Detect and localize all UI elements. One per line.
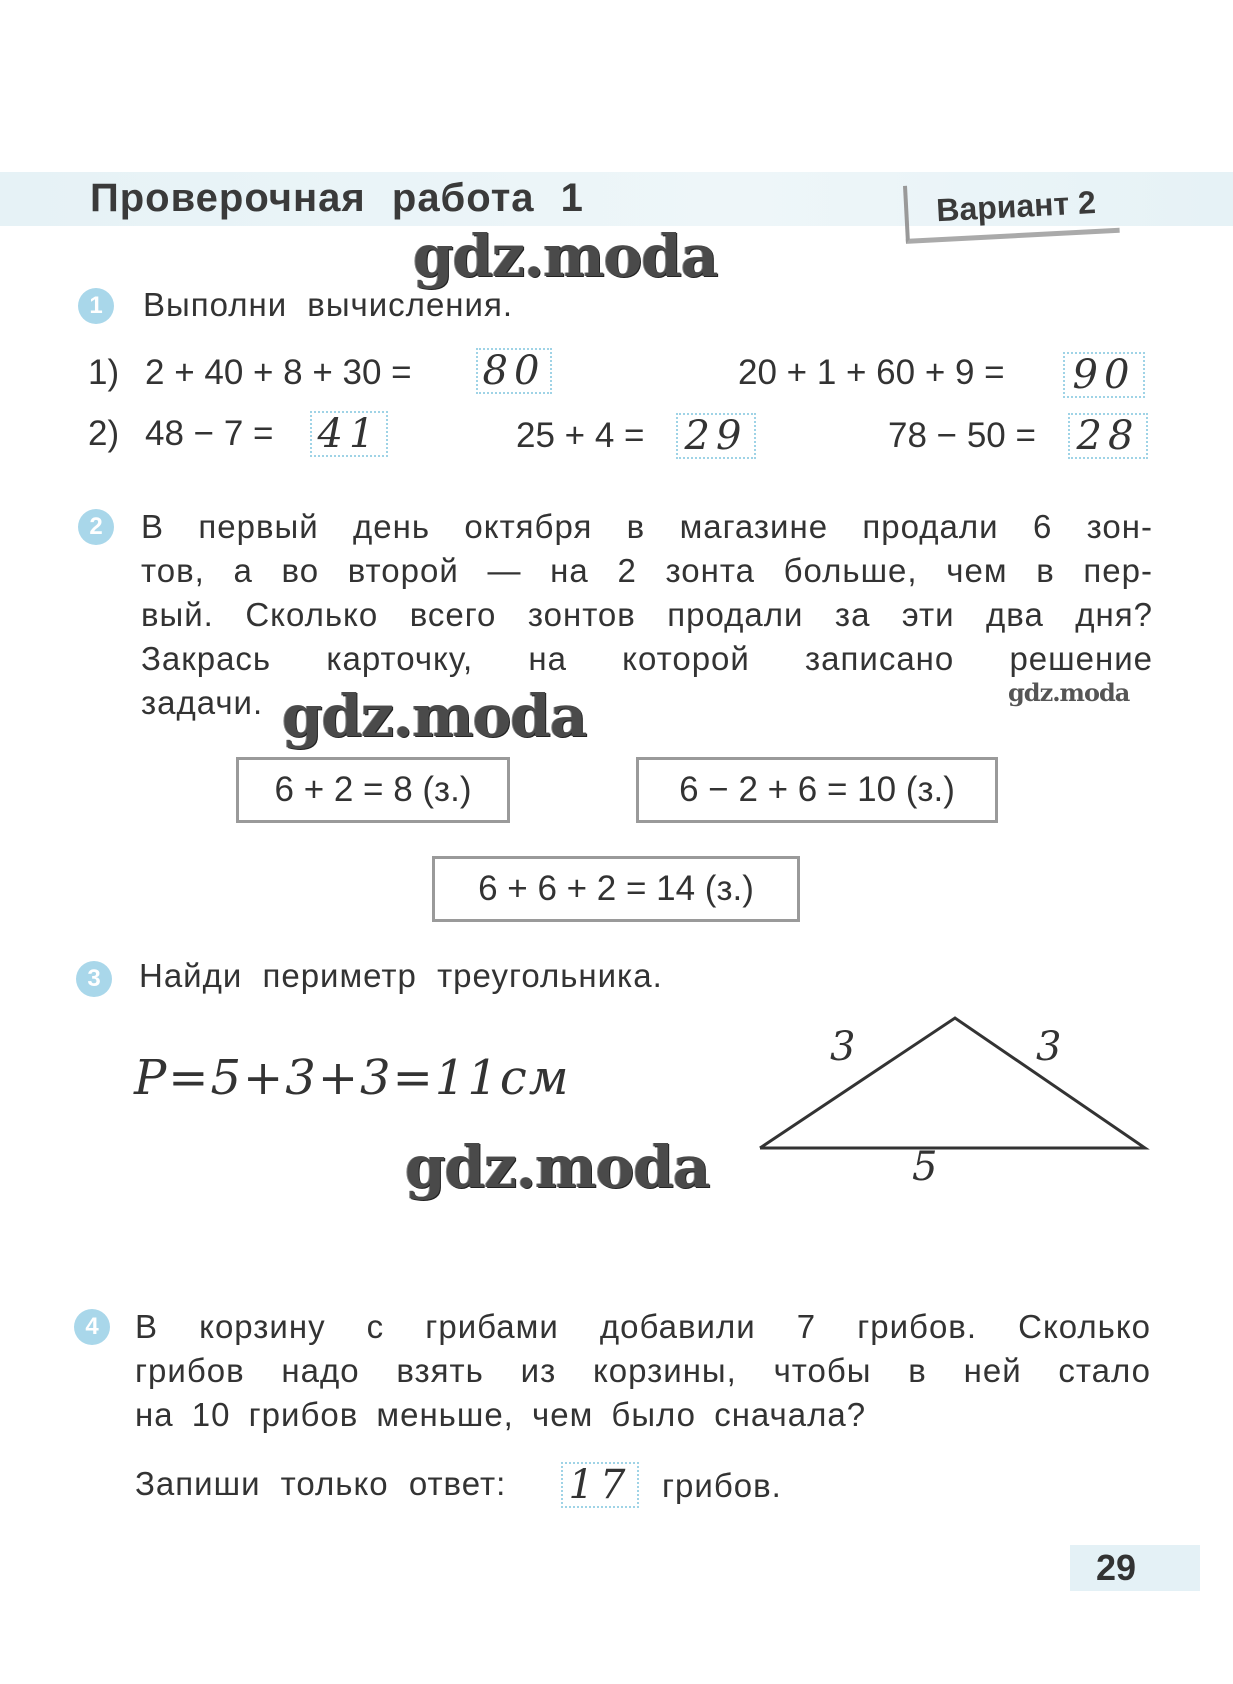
solution-card[interactable]: 6 + 6 + 2 = 14 (з.)	[432, 856, 800, 922]
task-4-line: грибов надо взять из корзины, чтобы в ней стало	[135, 1352, 1151, 1389]
task-3-badge: 3	[76, 961, 112, 997]
expression: 78 − 50 =	[888, 416, 1036, 455]
triangle-shape	[760, 1018, 1145, 1148]
handwritten-solution: P=5+3+3=11см	[134, 1050, 571, 1106]
page-title: Проверочная работа 1	[90, 176, 584, 220]
side-base-label: 5	[912, 1144, 938, 1190]
task-2-line: Закрась карточку, на которой записано решение	[141, 640, 1153, 677]
expression: 25 + 4 =	[516, 416, 645, 455]
task-2-line: В первый день октября в магазине продали 6 зон-	[141, 508, 1153, 545]
answer-box[interactable]: 80	[476, 348, 552, 394]
task-1-row-1-label: 1)	[88, 353, 120, 392]
expression: 48 − 7 =	[145, 414, 274, 453]
solution-card[interactable]: 6 − 2 + 6 = 10 (з.)	[636, 757, 998, 823]
side-right-label: 3	[1036, 1024, 1062, 1070]
variant-label: Вариант 2	[903, 175, 1119, 244]
watermark: gdz.moda	[413, 222, 718, 290]
task-4-badge: 4	[74, 1309, 110, 1345]
task-1-badge: 1	[78, 288, 114, 324]
page-number: 29	[1070, 1545, 1200, 1591]
answer-box[interactable]: 90	[1063, 352, 1145, 398]
task-2-line: задачи.	[141, 684, 264, 721]
answer-box[interactable]: 41	[310, 411, 388, 457]
triangle-figure	[740, 1000, 1160, 1160]
task-2-badge: 2	[78, 509, 114, 545]
task-1-prompt: Выполни вычисления.	[143, 286, 513, 323]
side-left-label: 3	[830, 1024, 856, 1070]
answer-unit: грибов.	[662, 1467, 782, 1504]
watermark: gdz.moda	[282, 682, 587, 750]
task-2-line: вый. Сколько всего зонтов продали за эти два дня?	[141, 596, 1153, 633]
task-4-text	[135, 1305, 1151, 1437]
watermark: gdz.moda	[405, 1133, 710, 1201]
task-3-prompt: Найди периметр треугольника.	[139, 957, 663, 994]
answer-box[interactable]: 29	[676, 413, 756, 459]
answer-box[interactable]: 17	[561, 1462, 639, 1508]
solution-card[interactable]: 6 + 2 = 8 (з.)	[236, 757, 510, 823]
task-4-line: В корзину с грибами добавили 7 грибов. Сколько	[135, 1308, 1151, 1345]
expression: 20 + 1 + 60 + 9 =	[738, 353, 1005, 392]
answer-box[interactable]: 28	[1068, 413, 1148, 459]
expression: 2 + 40 + 8 + 30 =	[145, 353, 412, 392]
task-1-row-2-label: 2)	[88, 414, 120, 453]
answer-label: Запиши только ответ:	[135, 1465, 507, 1502]
watermark-small: gdz.moda	[1008, 678, 1130, 707]
task-2-line: тов, а во второй — на 2 зонта больше, чем в пер-	[141, 552, 1153, 589]
task-4-line: на 10 грибов меньше, чем было сначала?	[135, 1396, 867, 1433]
